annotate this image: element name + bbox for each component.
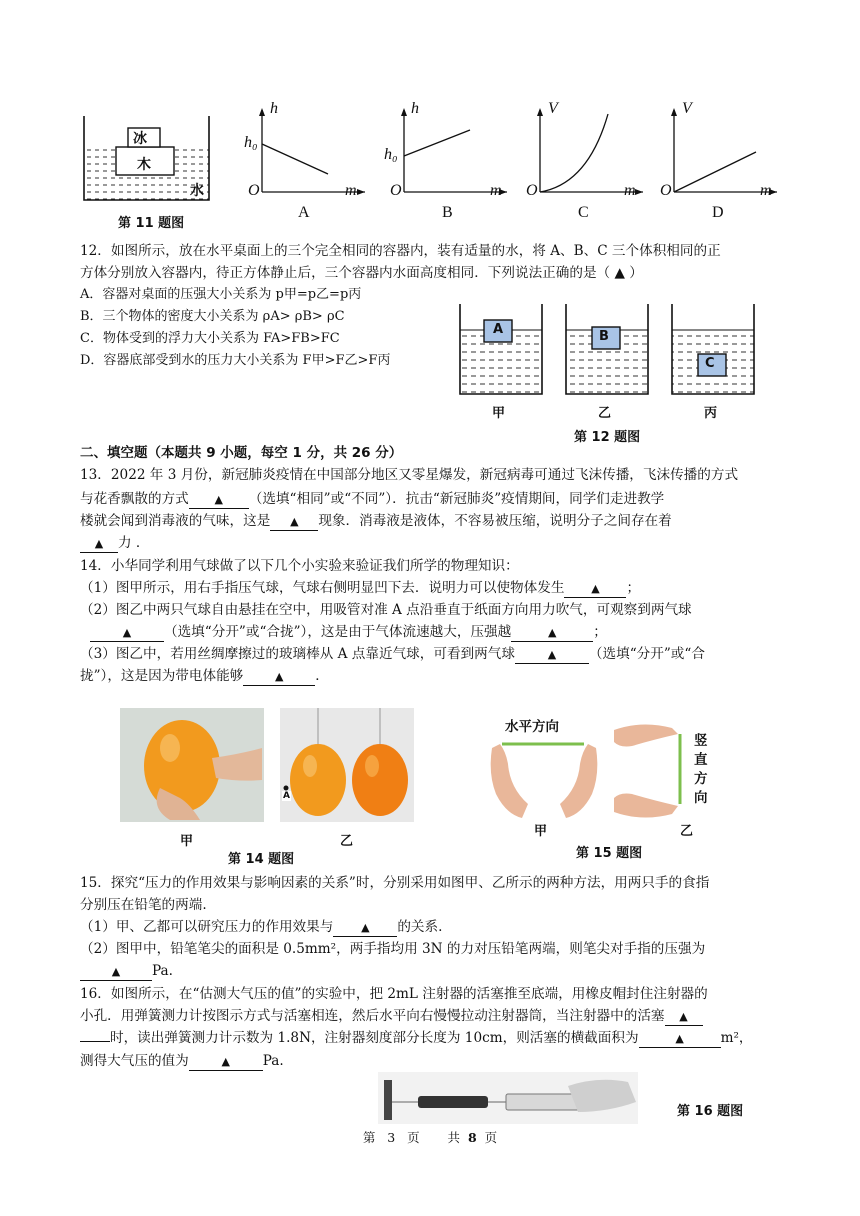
- q13-blank-3[interactable]: [80, 535, 118, 553]
- q16-line2: [80, 1005, 703, 1027]
- graph-d-letter: D: [712, 204, 724, 221]
- balloon-press-photo: [120, 708, 264, 822]
- graph-b-x-axis: m: [490, 182, 502, 199]
- water-label: 水: [190, 183, 204, 199]
- blank-marker: ▲: [275, 670, 284, 683]
- graph-b-origin: O: [390, 182, 402, 199]
- figure-11-caption: 第 11 题图: [118, 216, 185, 231]
- q14-line2-b: ；: [626, 580, 641, 596]
- figure-14-label-yi: 乙: [340, 834, 354, 849]
- q13-blank-2[interactable]: [270, 513, 318, 531]
- block-c-label: C: [705, 356, 715, 371]
- figure-15-caption: 第 15 题图: [576, 846, 643, 861]
- q16-line3-a: 时，读出弹簧测力计示数为 1.8N，注射器刻度部分长度为 10cm，则活塞的横截面积为: [110, 1030, 639, 1046]
- blank-marker: ▲: [679, 1010, 688, 1023]
- blank-marker: ▲: [361, 921, 370, 934]
- figure-14-label-jia: 甲: [180, 834, 194, 849]
- q13-line2: [80, 488, 664, 510]
- q14-line5-a: （3）图乙中，若用丝绸摩擦过的玻璃棒从 A 点靠近气球，可看到两气球: [80, 646, 515, 662]
- q14-line2: [80, 577, 640, 599]
- blank-marker: ▲: [111, 965, 121, 978]
- figure-15-label-jia: 甲: [534, 824, 548, 839]
- q14-line6-a: 拢”），这是因为带电体能够: [80, 668, 244, 684]
- vertical-char-1: 竖: [694, 733, 708, 749]
- wood-label: 木: [137, 157, 151, 173]
- q15-blank-2[interactable]: [80, 963, 152, 981]
- vertical-char-3: 方: [694, 771, 708, 787]
- figure-14-caption: 第 14 题图: [228, 852, 295, 867]
- q14-blank-5[interactable]: [243, 668, 315, 686]
- q12-option-c: C．物体受到的浮力大小关系为 FA>FB>FC: [80, 331, 340, 346]
- q14-line3: （2）图乙中两只气球自由悬挂在空中，用吸管对准 A 点沿垂直于纸面方向用力吹气，可观察到两气球: [80, 602, 692, 618]
- graph-c-letter: C: [578, 204, 589, 221]
- q14-line5-b: （选填“分开”或“合: [588, 646, 705, 662]
- q13-line3: [80, 510, 672, 532]
- ice-label: 冰: [133, 131, 147, 147]
- q12-option-d: D．容器底部受到水的压力大小关系为 F甲>F乙>F丙: [80, 353, 391, 368]
- graph-a-h0: h₀: [244, 134, 258, 151]
- horizontal-direction-label: 水平方向: [505, 719, 559, 735]
- container-label-bing: 丙: [704, 406, 718, 421]
- container-label-jia: 甲: [492, 406, 506, 421]
- q15-line5: [80, 960, 173, 982]
- footer-prefix: 第: [362, 1130, 376, 1145]
- q14-blank-4[interactable]: [515, 646, 589, 664]
- graph-a-origin: O: [248, 182, 260, 199]
- q13-line2-b: （选填“相同”或“不同”）．抗击“新冠肺炎”疫情期间，同学们走进教学: [248, 491, 665, 507]
- blank-marker: ▲: [547, 648, 557, 661]
- q16-line4-a: 测得大气压的值为: [80, 1053, 189, 1069]
- q14-blank-3[interactable]: [511, 624, 593, 642]
- point-a-label: A: [283, 791, 290, 801]
- blank-marker: ▲: [548, 626, 557, 639]
- q14-line2-a: （1）图甲所示，用右手指压气球，气球右侧明显凹下去．说明力可以使物体发生: [80, 580, 565, 596]
- q16-line3-b: m²，: [720, 1030, 753, 1046]
- vertical-char-2: 直: [694, 752, 708, 768]
- blank-marker: ▲: [122, 626, 132, 639]
- q13-line3-b: 现象．消毒液是液体，不容易被压缩，说明分子之间存在着: [318, 513, 672, 529]
- q13-line2-a: 与花香飘散的方式: [80, 491, 189, 507]
- q16-line1: 16．如图所示，在“估测大气压的值”的实验中，把 2mL 注射器的活塞推至底端，用橡皮帽封住注射器的: [80, 986, 708, 1002]
- block-a-label: A: [493, 322, 504, 337]
- q13-line4: [80, 532, 150, 554]
- figure-12-caption: 第 12 题图: [574, 430, 641, 445]
- q16-blank-1b[interactable]: [80, 1041, 110, 1042]
- q14-line5: [80, 643, 705, 665]
- q16-line4: [80, 1050, 284, 1072]
- q15-line3: [80, 916, 442, 938]
- block-b-label: B: [599, 329, 609, 344]
- q15-line4: （2）图甲中，铅笔笔尖的面积是 0.5mm²，两手指均用 3N 的力对压铅笔两端，则笔尖对手指的压强为: [80, 941, 706, 957]
- q16-line3: [80, 1027, 753, 1049]
- q16-blank-3[interactable]: [189, 1053, 263, 1071]
- container-label-yi: 乙: [598, 406, 612, 421]
- blank-marker: ▲: [591, 582, 600, 595]
- q14-line6-b: ．: [315, 668, 329, 684]
- graph-c-y-axis: V: [548, 100, 558, 117]
- q16-line4-b: Pa.: [262, 1053, 284, 1069]
- graph-c-x-axis: m: [624, 182, 636, 199]
- three-containers-diagram: [452, 300, 782, 400]
- figure-16-caption: 第 16 题图: [677, 1104, 744, 1119]
- q16-blank-2[interactable]: [639, 1030, 721, 1048]
- q14-blank-2[interactable]: [90, 624, 164, 642]
- blank-marker: ▲: [214, 493, 223, 506]
- q12-option-a: A．容器对桌面的压强大小关系为 p甲=p乙=p丙: [80, 287, 362, 302]
- q15-line3-a: （1）甲、乙都可以研究压力的作用效果与: [80, 919, 334, 935]
- section-2-heading: 二、填空题（本题共 9 小题，每空 1 分，共 26 分）: [80, 445, 403, 461]
- q16-blank-1a[interactable]: [665, 1008, 703, 1026]
- q15-line2: 分别压在铅笔的两端.: [80, 897, 207, 913]
- blank-marker: ▲: [221, 1055, 230, 1068]
- q14-blank-1[interactable]: [564, 580, 626, 598]
- graph-b-h0: h₀: [384, 146, 398, 163]
- q13-line1: 13．2022 年 3 月份，新冠肺炎疫情在中国部分地区又零星爆发，新冠病毒可通过飞沫传播，飞沫传播的方式: [80, 467, 739, 483]
- footer-page-number: 3: [387, 1130, 396, 1145]
- blank-marker: ▲: [675, 1032, 684, 1045]
- footer-unit-1: 页: [407, 1130, 420, 1145]
- q13-blank-1[interactable]: [189, 491, 249, 509]
- blank-marker: ▲: [94, 537, 104, 550]
- q14-line4-c: ；: [593, 624, 607, 640]
- q14-line6: [80, 665, 329, 687]
- graph-d-origin: O: [660, 182, 672, 199]
- graph-b-y-axis: h: [411, 100, 419, 117]
- q15-blank-1[interactable]: [333, 919, 397, 937]
- q15-line5-b: Pa.: [152, 963, 173, 979]
- q15-line1: 15．探究“压力的作用效果与影响因素的关系”时，分别采用如图甲、乙所示的两种方法，用两只手的食指: [80, 875, 710, 891]
- hands-horizontal-pencil: [488, 734, 608, 824]
- two-balloons-photo: [280, 708, 414, 822]
- graph-d-x-axis: m: [760, 182, 772, 199]
- footer-total-pages: 8: [467, 1130, 477, 1145]
- q14-line4-b: （选填“分开”或“合拢”），这是由于气体流速越大，压强越: [164, 624, 512, 640]
- q12-option-b: B．三个物体的密度大小关系为 ρA> ρB> ρC: [80, 309, 345, 324]
- figure-15-label-yi: 乙: [680, 824, 694, 839]
- graph-d-y-axis: V: [682, 100, 692, 117]
- q12-stem-line2: 方体分别放入容器内，待正方体静止后，三个容器内水面高度相同．下列说法正确的是（ ▲ ）: [80, 265, 643, 281]
- graph-a-letter: A: [298, 204, 310, 221]
- syringe-experiment-photo: [378, 1072, 638, 1124]
- q13-line3-a: 楼就会闻到消毒液的气味，这是: [80, 513, 271, 529]
- q14-line1: 14．小华同学利用气球做了以下几个小实验来验证我们所学的物理知识：: [80, 558, 519, 574]
- hands-vertical-pencil: [612, 720, 692, 820]
- q16-line2-a: 小孔．用弹簧测力计按图示方式与活塞相连，然后水平向右慢慢拉动注射器筒，当注射器中的活塞: [80, 1008, 665, 1024]
- graph-a-y-axis: h: [270, 100, 278, 117]
- graph-b-letter: B: [442, 204, 453, 221]
- page-footer: [0, 1128, 860, 1146]
- blank-marker: ▲: [290, 515, 299, 528]
- q13-line4-b: 力 ．: [118, 535, 150, 551]
- q14-line4: [90, 621, 607, 643]
- footer-unit-2: 页: [484, 1130, 498, 1145]
- graph-a-x-axis: m: [345, 182, 357, 199]
- graph-c-origin: O: [526, 182, 538, 199]
- q12-stem-line1: 12．如图所示，放在水平桌面上的三个完全相同的容器内，装有适量的水，将 A、B、C 三个体积相同的正: [80, 243, 721, 259]
- q15-line3-b: 的关系.: [397, 919, 443, 935]
- vertical-direction-label: [694, 732, 710, 808]
- footer-total-prefix: 共: [447, 1130, 461, 1145]
- vertical-char-4: 向: [694, 790, 708, 806]
